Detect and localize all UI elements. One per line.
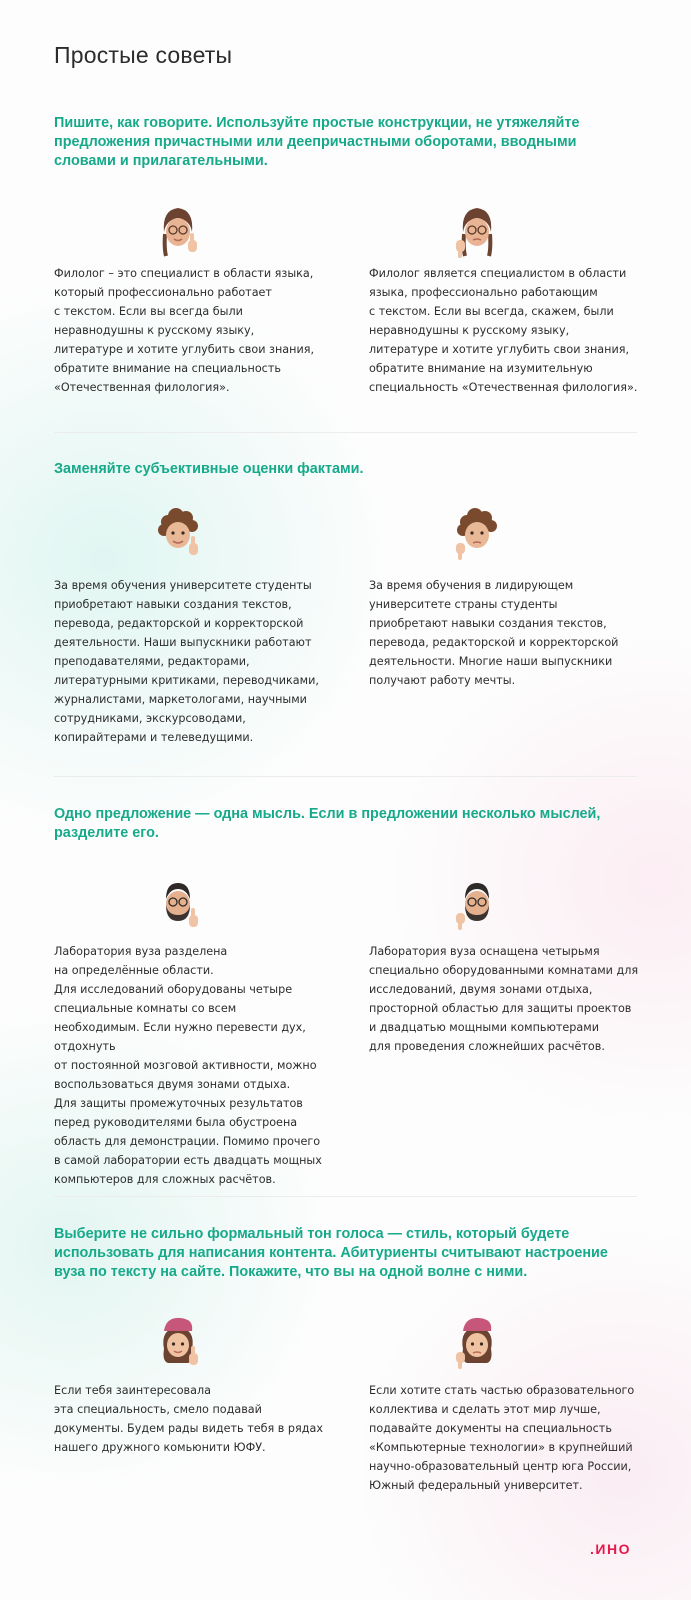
tip-heading: Заменяйте субъективные оценки фактами. [54, 461, 364, 477]
girl-glasses-thumbs-up-icon [154, 202, 202, 258]
bearded-man-thumbs-down-icon [453, 875, 501, 931]
curly-boy-thumbs-up-icon [154, 504, 202, 560]
tip-heading: Выберите не сильно формальный тон голоса — стиль, который будете использовать для написания контента. Абитуриенты считывают настроение вуза по тексту на сайте. Покажите, что вы на одной волне с ними. [54, 1226, 608, 1280]
example-text: За время обучения университете студенты приобретают навыки создания текстов, перевода, редакторской и корректорской деятельности. Наши выпускники работают преподавателями, редакторами, литературными критиками, переводчиками, журналистами, маркетологами, научными сотрудниками, экскурсоводами, копирайтерами и телеведущими. [54, 579, 319, 744]
tip-section-1 [54, 114, 637, 404]
girl-cap-thumbs-down-icon [453, 1313, 501, 1369]
divider [54, 432, 637, 433]
tip-heading: Одно предложение — одна мысль. Если в предложении несколько мыслей, разделите его. [54, 806, 601, 841]
good-example [369, 264, 639, 397]
page-title: Простые советы [54, 42, 233, 68]
bad-example [54, 576, 324, 747]
good-example [369, 576, 639, 690]
tip-section-3 [54, 805, 639, 1186]
bad-example [54, 1381, 324, 1457]
example-text: Лаборатория вуза оснащена четырьмя специально оборудованными комнатами для исследований, двумя зонами отдыха, просторной областью для защиты проектов и двадцатью мощными компьютерами для проведения сложнейших расчётов. [369, 945, 639, 1053]
divider [54, 1196, 637, 1197]
tip-section-4 [54, 1225, 637, 1525]
example-text: Филолог является специалистом в области языка, профессионально работающим с текстом. Если вы всегда, скажем, были неравнодушны к русскому языку, литературе и хотите углубить свои знания, обратите внимание на изумительную специальность «Отечественная филология». [369, 267, 638, 394]
bad-example [54, 264, 324, 397]
divider [54, 776, 637, 777]
good-example [369, 942, 639, 1056]
curly-boy-thumbs-down-icon [453, 504, 501, 560]
example-text: За время обучения в лидирующем университете страны студенты приобретают навыки создания текстов, перевода, редакторской и корректорской деятельности. Многие наши выпускники получают работу мечты. [369, 579, 619, 687]
bad-example [54, 942, 324, 1189]
example-text: Если тебя заинтересовала эта специальность, смело подавай документы. Будем рады видеть тебя в рядах нашего дружного комьюнити ЮФУ. [54, 1384, 323, 1454]
example-text: Лаборатория вуза разделена на определённые области. Для исследований оборудованы четыре специальные комнаты со всем необходимым. Если нужно перевести дух, отдохнуть от постоянной мозговой активности, можно воспользоваться двумя зонами отдыха. Для защиты промежуточных результатов перед руководителями была обустроена область для демонстрации. Помимо прочего в самой лаборатории есть двадцать мощных компьютеров для сложных расчётов. [54, 945, 322, 1186]
tip-section-2 [54, 460, 637, 760]
example-text: Если хотите стать частью образовательного коллектива и сделать этот мир лучше, подавайте документы на специальность «Компьютерные технологии» в крупнейший научно-образовательный центр юга России, Южный федеральный университет. [369, 1384, 635, 1492]
girl-cap-thumbs-up-icon [154, 1313, 202, 1369]
tip-heading: Пишите, как говорите. Используйте простые конструкции, не утяжеляйте предложения причастными или деепричастными оборотами, вводными словами и прилагательными. [54, 115, 580, 169]
example-text: Филолог – это специалист в области языка, который профессионально работает с текстом. Если вы всегда были неравнодушны к русскому языку, литературе и хотите углубить свои знания, обратите внимание на специальность «Отечественная филология». [54, 267, 315, 394]
good-example [369, 1381, 639, 1495]
ino-logo: .ИНО [590, 1541, 631, 1557]
page [54, 0, 637, 1600]
bearded-man-thumbs-up-icon [154, 875, 202, 931]
girl-glasses-thumbs-down-icon [453, 202, 501, 258]
